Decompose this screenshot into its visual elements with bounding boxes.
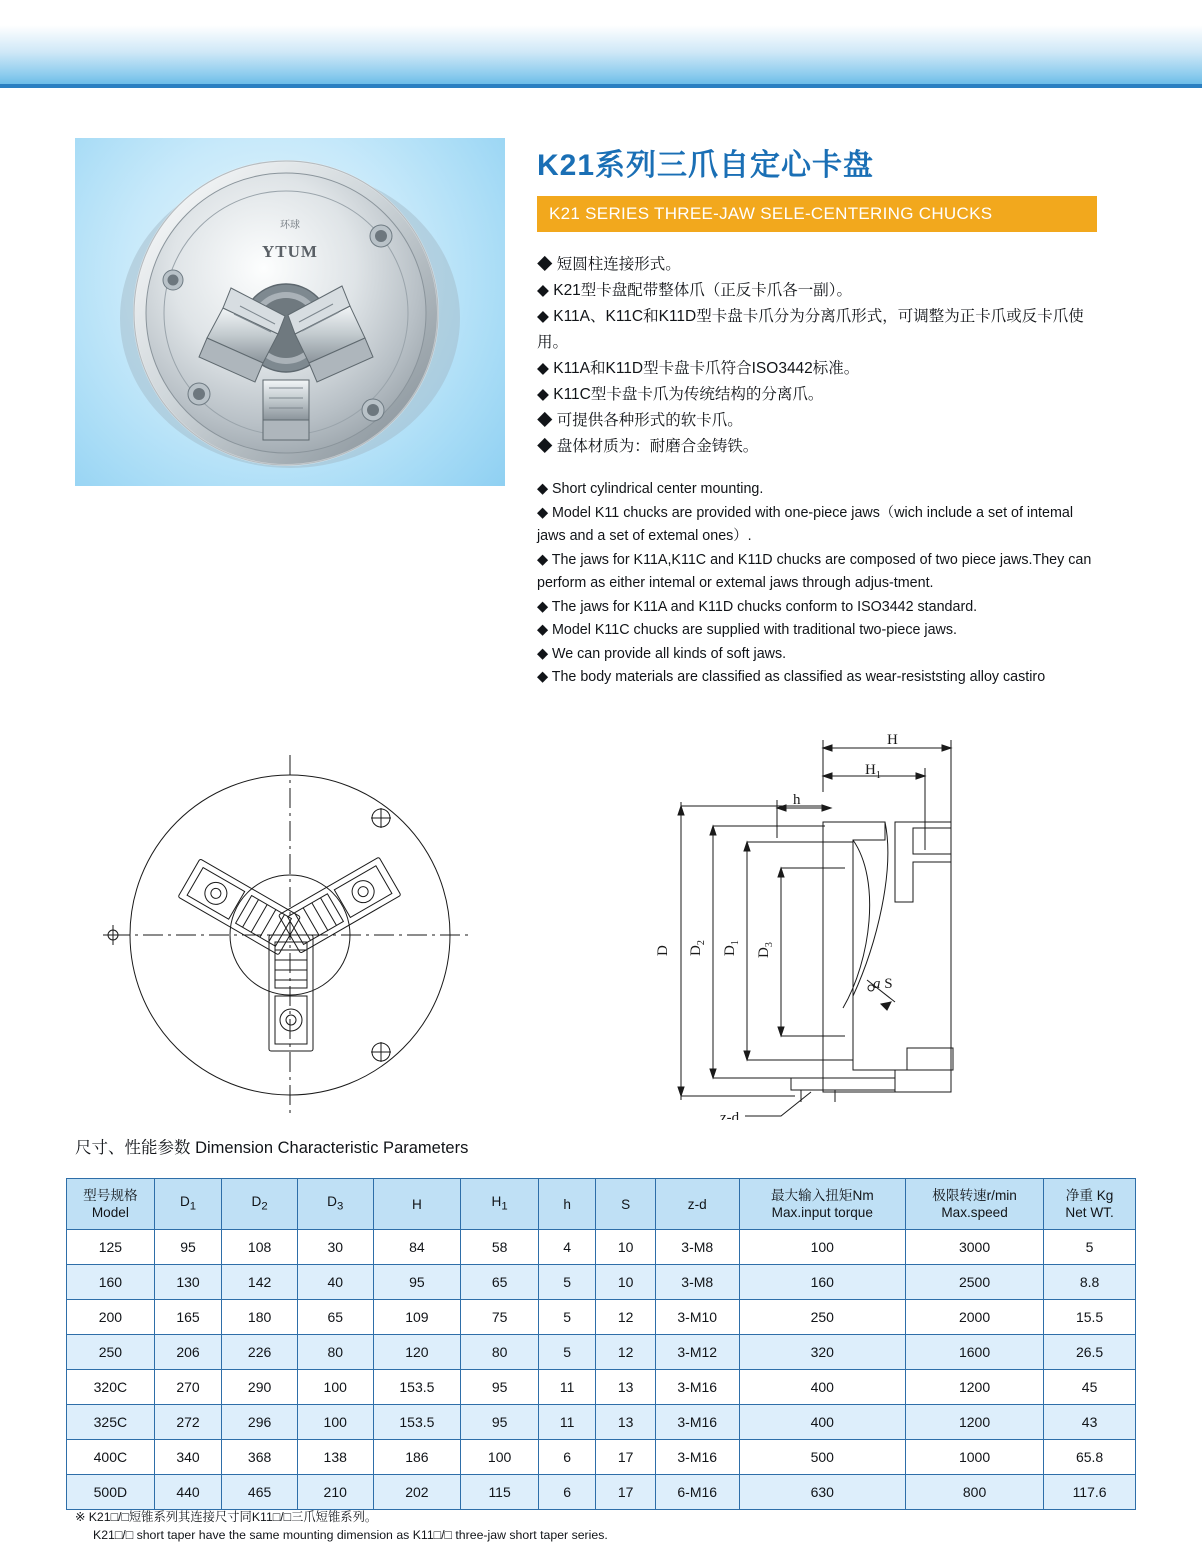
features-list-cn [537,252,1099,460]
feature-cn-3: ◆ K11A、K11C和K11D型卡盘卡爪分为分离爪形式，可调整为正卡爪或反卡爪使用。 [537,308,1084,351]
label-H1: $H_1$ [865,762,881,781]
cell-s: 12 [596,1300,656,1335]
technical-drawings [75,730,1105,1120]
cell-d3: 65 [297,1300,373,1335]
cell-torque: 500 [739,1440,905,1475]
cell-d2: 290 [222,1370,298,1405]
cell-hsmall: 5 [538,1265,595,1300]
page-title-en-bar [537,196,1097,232]
cell-zd: 3-M12 [655,1335,739,1370]
feature-en-2: ◆ Model K11 chucks are provided with one-piece jaws（wich include a set of intemal jaws and a set of extemal ones）. [537,504,1074,544]
cell-model: 160 [67,1265,155,1300]
feature-cn-6: ◆ 可提供各种形式的软卡爪。 [537,412,743,429]
cell-weight: 117.6 [1044,1475,1136,1510]
cell-d1: 206 [154,1335,222,1370]
th-model-cn: 型号规格 [83,1188,138,1203]
cell-d3: 210 [297,1475,373,1510]
brand-logo-cn: 环球 [280,220,300,231]
cell-s: 10 [596,1230,656,1265]
section-view-drawing [678,740,953,1116]
feature-cn-4: ◆ K11A和K11D型卡盘卡爪符合ISO3442标准。 [537,360,860,377]
cell-hsmall: 11 [538,1405,595,1440]
label-h: h [793,792,801,808]
cell-hsmall: 6 [538,1475,595,1510]
cell-d2: 465 [222,1475,298,1510]
cell-hsmall: 11 [538,1370,595,1405]
cell-h: 186 [373,1440,461,1475]
label-z-d: z-d [720,1110,740,1120]
cell-d3: 138 [297,1440,373,1475]
cell-d1: 95 [154,1230,222,1265]
th-model-en: Model [91,1205,129,1220]
cell-hsmall: 6 [538,1440,595,1475]
cell-speed: 1000 [905,1440,1043,1475]
th-h1: $H_1$ [461,1179,539,1230]
cell-d1: 440 [154,1475,222,1510]
cell-model: 250 [67,1335,155,1370]
cell-h: 202 [373,1475,461,1510]
cell-h1: 95 [461,1405,539,1440]
footnote-line-1: ※ K21□/□短锥系列其连接尺寸同K11□/□三爪短锥系列。 [75,1510,378,1524]
cell-model: 400C [67,1440,155,1475]
cell-torque: 630 [739,1475,905,1510]
cell-torque: 160 [739,1265,905,1300]
th-d3: $D_3$ [297,1179,373,1230]
brand-logo-text: YTUM [262,242,318,261]
cell-weight: 8.8 [1044,1265,1136,1300]
cell-hsmall: 5 [538,1335,595,1370]
three-jaw-chuck-illustration [103,158,477,468]
th-weight [1044,1179,1136,1230]
th-speed-cn: 极限转速r/min [932,1188,1017,1203]
cell-weight: 45 [1044,1370,1136,1405]
cell-h: 84 [373,1230,461,1265]
page-title-cn: K21系列三爪自定心卡盘 [537,149,875,182]
cell-model: 200 [67,1300,155,1335]
th-d1: $D_1$ [154,1179,222,1230]
cell-model: 325C [67,1405,155,1440]
feature-en-5: ◆ Model K11C chucks are supplied with traditional two-piece jaws. [537,622,957,638]
footnote-line-2: K21□/□ short taper have the same mounting dimension as K11□/□ three-jaw short taper series. [93,1528,608,1542]
label-H: H [887,732,898,748]
cell-h: 95 [373,1265,461,1300]
cell-model: 125 [67,1230,155,1265]
table-caption: 尺寸、性能参数 Dimension Characteristic Parameters [75,1139,469,1157]
th-torque-cn: 最大输入扭矩Nm [770,1188,874,1203]
cell-model: 500D [67,1475,155,1510]
front-view-drawing [103,755,470,1115]
label-D1: $D_1$ [722,940,741,956]
cell-h1: 95 [461,1370,539,1405]
cell-speed: 1600 [905,1335,1043,1370]
th-torque [739,1179,905,1230]
cell-speed: 2500 [905,1265,1043,1300]
page-top-gradient-band [0,0,1202,84]
label-D2: $D_2$ [688,940,707,956]
cell-zd: 3-M10 [655,1300,739,1335]
feature-en-1: ◆ Short cylindrical center mounting. [537,481,764,497]
cell-h1: 58 [461,1230,539,1265]
cell-torque: 320 [739,1335,905,1370]
cell-h1: 80 [461,1335,539,1370]
cell-zd: 3-M16 [655,1440,739,1475]
cell-d2: 108 [222,1230,298,1265]
cell-h1: 100 [461,1440,539,1475]
th-zd: z-d [655,1179,739,1230]
cell-torque: 400 [739,1370,905,1405]
feature-en-6: ◆ We can provide all kinds of soft jaws. [537,645,787,662]
th-h: H [373,1179,461,1230]
cell-weight: 65.8 [1044,1440,1136,1475]
cell-d1: 272 [154,1405,222,1440]
cell-weight: 5 [1044,1230,1136,1265]
cell-speed: 2000 [905,1300,1043,1335]
product-photo [75,138,505,486]
cell-torque: 250 [739,1300,905,1335]
feature-en-7: ◆ The body materials are classified as classified as wear-resiststing alloy castiro [537,669,1046,685]
cell-h: 153.5 [373,1405,461,1440]
cell-d1: 340 [154,1440,222,1475]
page-top-rule [0,84,1202,88]
cell-s: 10 [596,1265,656,1300]
cell-h1: 75 [461,1300,539,1335]
th-weight-cn: 净重 Kg [1065,1188,1114,1203]
cell-torque: 100 [739,1230,905,1265]
cell-d2: 226 [222,1335,298,1370]
cell-speed: 1200 [905,1370,1043,1405]
cell-s: 12 [596,1335,656,1370]
cell-weight: 15.5 [1044,1300,1136,1335]
feature-cn-7: ◆ 盘体材质为：耐磨合金铸铁。 [537,438,759,455]
cell-torque: 400 [739,1405,905,1440]
table-row [67,1405,1136,1440]
cell-h: 153.5 [373,1370,461,1405]
cell-s: 17 [596,1475,656,1510]
cell-s: 17 [596,1440,656,1475]
cell-h1: 115 [461,1475,539,1510]
th-weight-en: Net WT. [1065,1205,1114,1220]
cell-zd: 3-M16 [655,1405,739,1440]
cell-s: 13 [596,1370,656,1405]
cell-zd: 6-M16 [655,1475,739,1510]
cell-d1: 270 [154,1370,222,1405]
table-row [67,1440,1136,1475]
th-model [67,1179,155,1230]
cell-h1: 65 [461,1265,539,1300]
cell-hsmall: 4 [538,1230,595,1265]
cell-h: 120 [373,1335,461,1370]
label-D3: $D_3$ [756,942,775,958]
cell-d3: 80 [297,1335,373,1370]
table-row [67,1300,1136,1335]
feature-en-4: ◆ The jaws for K11A and K11D chucks conform to ISO3442 standard. [537,598,978,615]
feature-cn-2: ◆ K21型卡盘配带整体爪（正反卡爪各一副）。 [537,282,853,299]
cell-weight: 43 [1044,1405,1136,1440]
th-speed [905,1179,1043,1230]
cell-zd: 3-M16 [655,1370,739,1405]
cell-model: 320C [67,1370,155,1405]
table-row [67,1335,1136,1370]
label-S: a S [873,976,893,992]
cell-zd: 3-M8 [655,1265,739,1300]
cell-weight: 26.5 [1044,1335,1136,1370]
cell-zd: 3-M8 [655,1230,739,1265]
feature-cn-5: ◆ K11C型卡盘卡爪为传统结构的分离爪。 [537,386,824,403]
feature-en-3: ◆ The jaws for K11A,K11C and K11D chucks are composed of two piece jaws.They can perform as either intemal or extemal jaws through adjus-tment. [537,551,1092,591]
th-torque-en: Max.input torque [771,1205,873,1220]
features-list-en [537,478,1103,690]
th-d2: $D_2$ [222,1179,298,1230]
cell-h: 109 [373,1300,461,1335]
cell-d1: 130 [154,1265,222,1300]
cell-speed: 3000 [905,1230,1043,1265]
cell-hsmall: 5 [538,1300,595,1335]
label-D: D [655,945,671,956]
table-row [67,1265,1136,1300]
table-row [67,1230,1136,1265]
cell-d3: 30 [297,1230,373,1265]
cell-d2: 142 [222,1265,298,1300]
drawing-svg [75,730,1105,1120]
feature-cn-1: ◆ 短圆柱连接形式。 [537,256,681,273]
page-title-en: K21 SERIES THREE-JAW SELE-CENTERING CHUCKS [549,204,993,223]
cell-d2: 368 [222,1440,298,1475]
cell-d1: 165 [154,1300,222,1335]
cell-s: 13 [596,1405,656,1440]
table-row [67,1475,1136,1510]
footnotes [75,1508,975,1544]
parameters-table [66,1178,1136,1510]
cell-d2: 180 [222,1300,298,1335]
cell-d3: 100 [297,1370,373,1405]
th-h-small: h [538,1179,595,1230]
table-row [67,1370,1136,1405]
th-s: S [596,1179,656,1230]
cell-speed: 1200 [905,1405,1043,1440]
cell-d3: 100 [297,1405,373,1440]
cell-d3: 40 [297,1265,373,1300]
th-speed-en: Max.speed [941,1205,1008,1220]
cell-d2: 296 [222,1405,298,1440]
table-header-row [67,1179,1136,1230]
cell-speed: 800 [905,1475,1043,1510]
